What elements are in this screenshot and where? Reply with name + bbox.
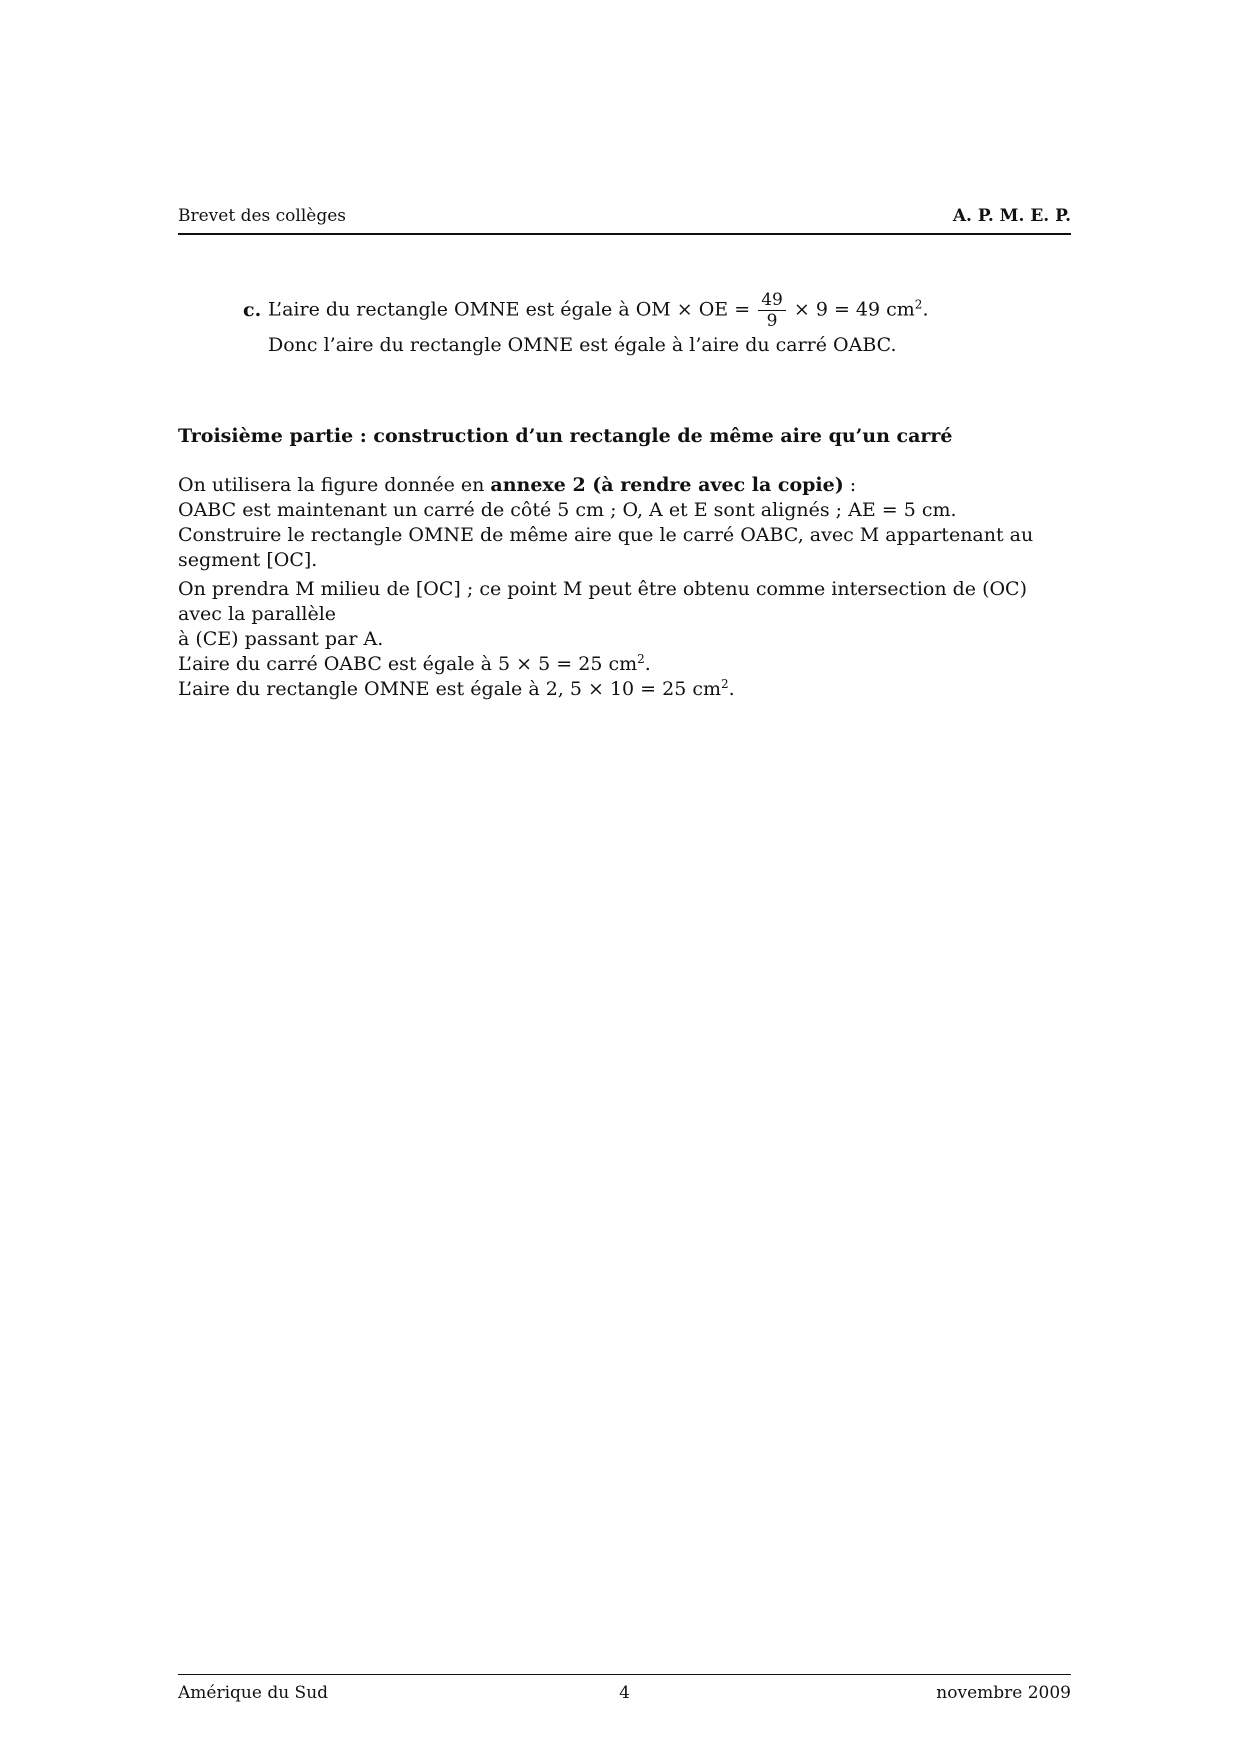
p2-line3-sup: 2: [637, 652, 645, 666]
footer-left: Amérique du Sud: [178, 1683, 329, 1703]
part-c-text-before: L’aire du rectangle OMNE est égale à OM × OE =: [268, 298, 751, 321]
paragraph-1: [178, 473, 1071, 573]
p1-line3: Construire le rectangle OMNE de même aire que le carré OABC, avec M appartenant au segment [OC].: [178, 524, 1034, 571]
part-c-text-after: × 9 = 49 cm: [793, 298, 915, 321]
p1-bold: annexe 2 (à rendre avec la copie): [490, 474, 844, 496]
header-right: A. P. M. E. P.: [952, 206, 1071, 226]
fraction-numerator: 49: [758, 290, 786, 311]
p1-line1: [178, 473, 1071, 498]
page-number: 4: [619, 1683, 630, 1703]
p2-line4: [178, 677, 1071, 702]
part-c-end: .: [922, 298, 929, 321]
part-c-line2: Donc l’aire du rectangle OMNE est égale à l’aire du carré OABC.: [268, 334, 897, 356]
p2-line3: [178, 652, 1071, 677]
p2-line4-sup: 2: [721, 677, 729, 691]
footer-right: novembre 2009: [936, 1683, 1071, 1703]
p2-line3-end: .: [644, 653, 651, 675]
paragraph-2: [178, 577, 1071, 702]
fraction: [758, 290, 786, 331]
fraction-denominator: 9: [766, 311, 778, 331]
header-left: Brevet des collèges: [178, 206, 347, 226]
part-c-sup: 2: [914, 297, 923, 312]
p1-text-b: :: [843, 474, 857, 496]
header-rule: [178, 233, 1071, 235]
p2-line1: On prendra M milieu de [OC] ; ce point M peut être obtenu comme intersection de (OC) avec la parallèle: [178, 578, 1028, 625]
p2-line2: à (CE) passant par A.: [178, 628, 384, 650]
part-c-line1: [243, 290, 928, 331]
p1-line2: OABC est maintenant un carré de côté 5 cm ; O, A et E sont alignés ; AE = 5 cm.: [178, 499, 957, 521]
p2-line4-text: L’aire du rectangle OMNE est égale à 2, 5 × 10 = 25 cm: [178, 678, 722, 700]
p2-line4-end: .: [728, 678, 735, 700]
part-c-label: c.: [243, 298, 262, 321]
footer-rule: [178, 1674, 1071, 1675]
p2-line3-text: L’aire du carré OABC est égale à 5 × 5 = 25 cm: [178, 653, 638, 675]
section-title: Troisième partie : construction d’un rectangle de même aire qu’un carré: [178, 425, 953, 447]
p1-text-a: On utilisera la figure donnée en: [178, 474, 491, 496]
